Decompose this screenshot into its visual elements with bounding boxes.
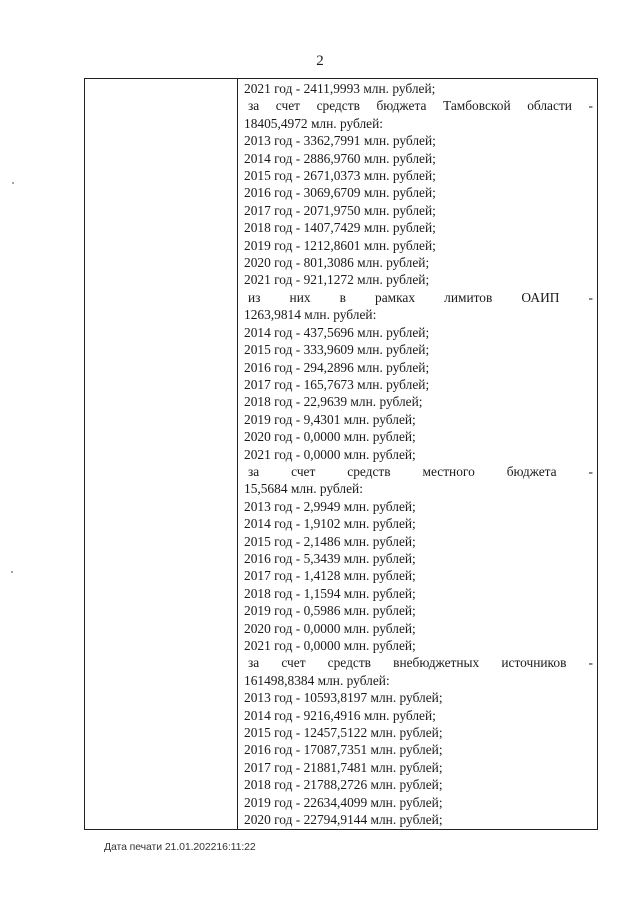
heading-word: бюджета — [506, 463, 557, 479]
heading-word: за — [248, 655, 260, 671]
year-line: 2014 год - 437,5696 млн. рублей; — [244, 324, 430, 340]
year-line: 2017 год - 2071,9750 млн. рублей; — [244, 202, 436, 218]
heading-word: внебюджетных — [393, 655, 480, 671]
heading-word: из — [248, 289, 261, 305]
year-line: 2015 год - 333,9609 млн. рублей; — [244, 342, 430, 358]
heading-word: лимитов — [444, 289, 493, 305]
year-line: 2016 год - 17087,7351 млн. рублей; — [244, 742, 443, 758]
total-extra: 161498,8384 млн. рублей: — [244, 672, 390, 688]
year-line: 2021 год - 2411,9993 млн. рублей; — [244, 81, 436, 96]
year-lines-oaip — [244, 324, 593, 463]
year-line: 2021 год - 921,1272 млн. рублей; — [244, 272, 430, 288]
page-number: 2 — [316, 53, 324, 69]
year-line: 2014 год - 1,9102 млн. рублей; — [244, 516, 416, 532]
year-lines-tambov — [244, 132, 593, 289]
year-line: 2015 год - 12457,5122 млн. рублей; — [244, 725, 443, 741]
year-line: 2021 год - 0,0000 млн. рублей; — [244, 446, 416, 462]
heading-word: за — [248, 463, 260, 479]
heading-word: средств — [327, 655, 372, 671]
year-lines-local — [244, 498, 593, 655]
year-line: 2020 год - 22794,9144 млн. рублей; — [244, 812, 443, 828]
total-local: 15,5684 млн. рублей: — [244, 481, 363, 497]
table-left-cell — [85, 79, 238, 829]
year-line: 2013 год - 10593,8197 млн. рублей; — [244, 690, 443, 706]
year-line: 2018 год - 22,9639 млн. рублей; — [244, 394, 423, 410]
heading-word: - — [588, 463, 593, 479]
year-line: 2021 год - 0,0000 млн. рублей; — [244, 638, 416, 653]
heading-extra — [244, 654, 593, 671]
total-oaip: 1263,9814 млн. рублей: — [244, 307, 377, 323]
print-date-footer: Дата печати 21.01.202216:11:22 — [104, 841, 256, 853]
budget-table — [84, 78, 598, 830]
heading-word: средств — [347, 463, 391, 479]
year-line: 2018 год - 1407,7429 млн. рублей; — [244, 220, 436, 236]
year-line: 2016 год - 5,3439 млн. рублей; — [244, 550, 416, 566]
year-line: 2014 год - 9216,4916 млн. рублей; — [244, 707, 436, 723]
year-line: 2017 год - 165,7673 млн. рублей; — [244, 376, 430, 392]
table-right-cell — [238, 79, 597, 829]
heading-word: бюджета — [376, 98, 427, 114]
year-line: 2017 год - 21881,7481 млн. рублей; — [244, 759, 443, 775]
year-line: 2020 год - 0,0000 млн. рублей; — [244, 429, 416, 445]
heading-word: Тамбовской — [442, 98, 511, 114]
year-line: 2016 год - 3069,6709 млн. рублей; — [244, 185, 436, 201]
year-line: 2019 год - 1212,8601 млн. рублей; — [244, 237, 436, 253]
heading-word: за — [248, 98, 260, 114]
heading-word: источников — [501, 655, 567, 671]
heading-word: ОАИП — [521, 289, 560, 305]
heading-oaip — [244, 289, 593, 306]
year-line: 2018 год - 1,1594 млн. рублей; — [244, 585, 416, 601]
year-line: 2020 год - 0,0000 млн. рублей; — [244, 620, 416, 636]
heading-word: местного — [422, 463, 475, 479]
scan-artifact-dot — [12, 182, 14, 184]
heading-word: - — [588, 289, 593, 305]
heading-word: в — [339, 289, 346, 305]
year-line: 2015 год - 2,1486 млн. рублей; — [244, 533, 416, 549]
heading-word: рамках — [375, 289, 416, 305]
heading-word: счет — [275, 98, 301, 114]
year-line: 2015 год - 2671,0373 млн. рублей; — [244, 168, 436, 184]
year-line: 2018 год - 21788,2726 млн. рублей; — [244, 777, 443, 793]
year-line: 2017 год - 1,4128 млн. рублей; — [244, 568, 416, 584]
year-line: 2013 год - 3362,7991 млн. рублей; — [244, 133, 436, 149]
heading-word: счет — [291, 463, 316, 479]
year-line: 2020 год - 801,3086 млн. рублей; — [244, 255, 430, 271]
heading-word: них — [289, 289, 311, 305]
year-line: 2019 год - 0,5986 млн. рублей; — [244, 603, 416, 619]
scan-artifact-dot — [11, 571, 13, 573]
heading-word: области — [527, 98, 572, 114]
heading-word: средств — [316, 98, 360, 114]
year-line: 2014 год - 2886,9760 млн. рублей; — [244, 150, 436, 166]
year-line: 2016 год - 294,2896 млн. рублей; — [244, 359, 430, 375]
heading-word: - — [588, 98, 593, 114]
year-line: 2019 год - 22634,4099 млн. рублей; — [244, 794, 443, 810]
heading-local — [244, 463, 593, 480]
heading-word: счет — [281, 655, 306, 671]
total-tambov: 18405,4972 млн. рублей: — [244, 115, 383, 131]
heading-word: - — [588, 655, 593, 671]
heading-tambov — [244, 97, 593, 114]
year-line: 2013 год - 2,9949 млн. рублей; — [244, 498, 416, 514]
year-lines-extra — [244, 689, 593, 828]
year-line: 2019 год - 9,4301 млн. рублей; — [244, 411, 416, 427]
year-lines-block1 — [244, 80, 593, 97]
